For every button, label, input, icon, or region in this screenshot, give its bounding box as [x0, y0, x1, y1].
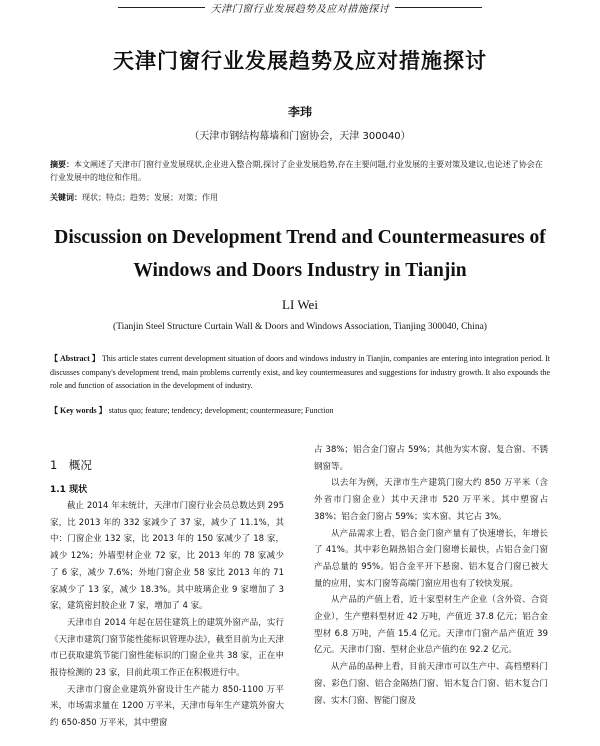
chinese-affiliation: （天津市钢结构幕墙和门窗协会，天津 300040）: [189, 131, 411, 142]
chinese-abstract-label: 摘要：: [50, 160, 74, 169]
chinese-keywords-label: 关键词：: [50, 193, 82, 202]
running-head: [0, 0, 600, 14]
body-paragraph: 从产品需求上看，铝合金门窗产量有了快速增长，年增长了 41%。其中彩色隔热铝合金门窗增长最快，占铝合金门窗产品总量的 95%。铝合金平开下悬窗、铝木复合门窗已被大量的应用，实木门窗等高端门窗应用也有了较快发展。: [314, 528, 548, 589]
english-keywords-text: status quo; feature; tendency; development; countermeasure; Function: [108, 406, 334, 415]
section-heading: 1 概况: [50, 458, 92, 472]
chinese-abstract: [50, 158, 550, 184]
chinese-title: 天津门窗行业发展趋势及应对措施探讨: [113, 49, 487, 73]
running-head-rule-left: [118, 7, 205, 8]
english-abstract: [50, 352, 550, 393]
body-paragraph: 从产品的产值上看，近十家型材生产企业（含外资、合资企业），生产塑料型材近 42 万吨，产值近 37.8 亿元；铝合金型材 6.8 万吨，产值 15.4 亿元。天津市门窗产品产值近 39 亿元。天津市门窗、型材企业总产值约在 92.2 亿元。: [314, 595, 548, 656]
running-head-rule-right: [395, 7, 482, 8]
body-paragraph: 从产品的品种上看，目前天津市可以生产中、高档塑料门窗、彩色门窗、铝合金隔热门窗、铝木复合门窗、铝木复合门窗、实木门窗、智能门窗及: [314, 662, 548, 706]
body-column-left: [50, 442, 284, 732]
body-column-right: [314, 442, 548, 709]
english-keywords: [50, 404, 550, 417]
running-head-text: 天津门窗行业发展趋势及应对措施探讨: [210, 3, 390, 15]
body-paragraph: 以去年为例，天津市生产建筑门窗大约 850 万平米（含外省市门窗企业）其中天津市 520 万平米。其中塑窗占 38%；铝合金门窗占 59%；实木窗、其它占 3%。: [314, 478, 548, 522]
chinese-abstract-text: 本文阐述了天津市门窗行业发展现状,企业进入整合期,探讨了企业发展趋势,存在主要问题,行业发展的主要对策及建议,也论述了协会在行业发展中的地位和作用。: [50, 160, 543, 182]
body-paragraph: 天津市门窗企业建筑外窗设计生产能力 850-1100 万平米，市场需求量在 1200 万平米，天津市每年生产建筑外窗大约 650-850 万平米，其中塑窗: [50, 684, 284, 729]
body-paragraph: 占 38%；铝合金门窗占 59%；其他为实木窗、复合窗、不锈钢窗等。: [314, 445, 548, 472]
chinese-author: 李玮: [287, 105, 312, 119]
english-keywords-label: 【 Key words 】: [50, 406, 107, 415]
chinese-keywords: [50, 191, 550, 204]
english-affiliation: (Tianjin Steel Structure Curtain Wall & Doors and Windows Association, Tianjing 300040, China): [113, 322, 487, 332]
subsection-heading: 1.1 现状: [50, 485, 88, 495]
english-abstract-label: 【 Abstract 】: [50, 354, 100, 363]
body-paragraph: 截止 2014 年末统计，天津市门窗行业会员总数达到 295 家，比 2013 年的 332 家减少了 37 家，减少了 11.1%，其中：门窗企业 132 家，比 2013 年的 150 家减少了 18 家，减少 12%；外墙型材企业 72 家，比 2013 年的 78 家减少了 6 家，减少 7.6%；外地门窗企业 58 家比 2013 年的 71 家减少了 13 家，减少 18.3%。其中玻璃企业 9 家增加了 3 家，建筑密封胶企业 7 家，增加了 4 家。: [50, 501, 284, 612]
english-author: LI Wei: [282, 297, 318, 312]
english-title: Discussion on Development Trend and Countermeasures of Windows and Doors Industry in Tianjin: [54, 227, 546, 281]
chinese-keywords-text: 现状；特点；趋势；发展；对策；作用: [82, 193, 218, 202]
body-paragraph: 天津市自 2014 年起在居住建筑上的建筑外窗产品，实行《天津市建筑门窗节能性能标识管理办法》，截至目前为止天津市已获取建筑节能门窗性能标识的门窗企业共 38 家，正在申报待检测的 23 家，目前此项工作正在积极进行中。: [50, 617, 284, 679]
english-abstract-text: This article states current development situation of doors and windows industry in Tianjin, companies are entering into integration period. It discusses company's development trend, main problems currently exist, and key countermeasures and suggestions for industry growth. It also expounds the role and function of association in the development of industry.: [50, 354, 551, 390]
